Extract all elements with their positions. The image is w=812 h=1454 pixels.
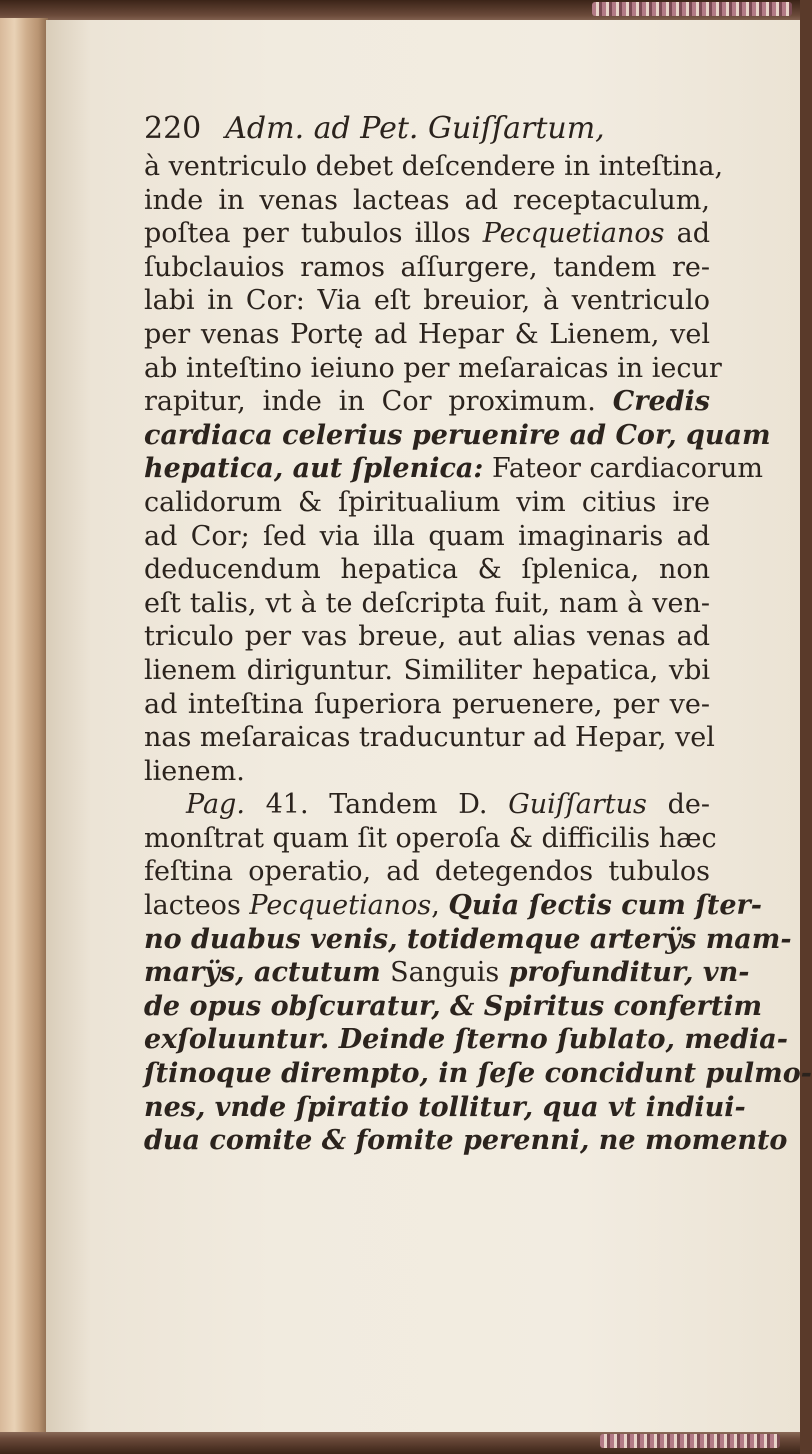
text-line [144,822,717,856]
text-line [144,1057,812,1091]
text-line [144,990,763,1024]
text-run: ab inteſtino ieiuno per meſaraicas in iecur [144,352,722,384]
text-run: exſoluuntur. Deinde ſterno ſublato, media- [144,1024,788,1056]
text-line [144,217,710,251]
text-line [144,385,710,419]
text-run: de opus obſcuratur, & Spiritus confertim [144,990,763,1022]
text-run: deducendum hepatica & ſplenica, non [144,554,710,586]
text-line [144,419,771,453]
text-run: per venas Portę ad Hepar & Lienem, vel [144,318,710,350]
text-run: Sanguis [390,957,500,989]
text-line [144,520,710,554]
text-line [144,1124,788,1158]
headband-top [592,2,792,16]
text-run: marÿs, actutum [144,957,391,989]
page-text-block [144,111,812,1158]
text-run: ſtinoque dirempto, in ſeſe concidunt pulmo- [144,1058,812,1090]
text-run: dua comite & fomite perenni, ne momento [144,1125,788,1157]
text-run: ad [664,218,710,250]
text-run: triculo per vas breue, aut alias venas ad [144,621,710,653]
text-run: ſubclauios ramos aſſurgere, tandem re- [144,251,710,283]
text-run: 41. Tandem D. [244,789,509,821]
text-run: Fateor cardiacorum [483,453,763,485]
text-run: cardiaca celerius peruenire ad Cor, quam [144,419,771,451]
text-run: Pecquetianos [249,890,432,922]
text-line [144,956,750,990]
text-line [144,721,715,755]
text-run: lienem diriguntur. Similiter hepatica, vbi [144,654,710,686]
text-run: de- [646,789,710,821]
text-line [144,654,710,688]
text-run: eſt talis, vt à te deſcripta fuit, nam à ven- [144,587,710,619]
text-line [144,1023,788,1057]
text-line [144,923,792,957]
text-run: poſtea per tubulos illos [144,218,483,250]
text-run: feſtina operatio, ad detegendos tubulos [144,856,710,888]
text-run: Quia ſectis cum ſter- [448,890,762,922]
text-run: inde in venas lacteas ad receptaculum, [144,184,710,216]
text-run: nas meſaraicas traducuntur ad Hepar, vel [144,722,715,754]
text-run: labi in Cor: Via eſt breuior, à ventriculo [144,285,710,317]
text-run: no duabus venis, totidemque arterÿs mam- [144,923,792,955]
text-run: profunditur, vn- [499,957,750,989]
text-line [144,318,710,352]
text-line [144,620,710,654]
text-run: à ventriculo debet deſcendere in inteſtina, [144,151,724,182]
body-text [144,150,812,1158]
text-line [144,284,710,318]
text-run: lienem. [144,755,245,787]
text-line [144,688,710,722]
text-run: hepatica, aut ſplenica: [144,453,484,485]
headband-bottom [600,1434,780,1448]
text-line [144,889,762,923]
text-run: nes, vnde ſpiratio tollitur, qua vt indiui- [144,1091,746,1123]
text-run: monſtrat quam ſit operoſa & difficilis hæc [144,822,717,854]
text-line [144,755,710,789]
text-run: ad inteſtina ſuperiora peruenere, per ve- [144,688,710,720]
text-run: Guiſſartus [508,789,647,821]
text-line [144,352,722,386]
text-line [144,587,710,621]
text-line [144,452,763,486]
text-line [144,1091,746,1125]
text-run: calidorum & ſpiritualium vim citius ire [144,486,710,518]
text-line [144,855,710,889]
text-line [144,251,710,285]
text-run: , [431,890,449,922]
text-run: lacteos [144,890,250,922]
text-run: rapitur, inde in Cor proximum. [144,386,613,418]
text-line [144,150,724,184]
text-line [144,184,710,218]
running-title: Adm. ad Pet. Guiſſartum, [225,111,605,146]
page-number: 220 [144,111,202,146]
text-line [144,553,710,587]
page-fore-edge [0,18,48,1436]
text-run: ad Cor; ſed via illa quam imaginaris ad [144,520,710,552]
text-run: Credis [612,386,710,418]
text-run: Pag. [186,789,245,821]
text-line [144,788,710,822]
text-line [144,486,710,520]
running-header [144,112,710,150]
text-run: Pecquetianos [482,218,665,250]
